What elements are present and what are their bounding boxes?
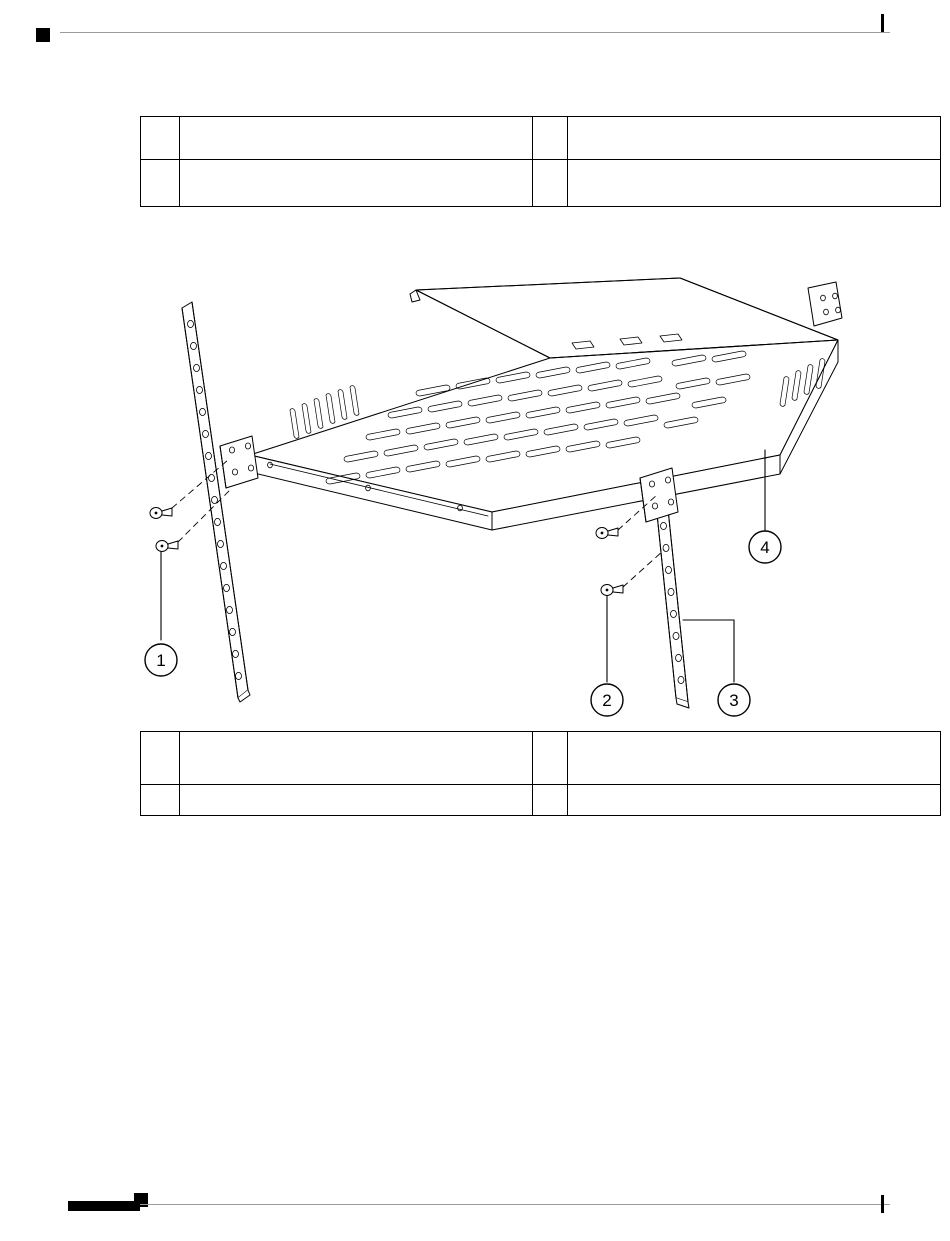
callout-description-cell-2 bbox=[568, 160, 941, 207]
callout-number-text bbox=[147, 789, 173, 802]
callout-number-cell bbox=[141, 732, 180, 785]
callout-description-text-2 bbox=[574, 789, 934, 802]
table-row bbox=[141, 117, 941, 160]
page-footer bbox=[0, 1185, 950, 1225]
table-row bbox=[141, 732, 941, 785]
screw-2a bbox=[596, 528, 618, 539]
screw-1b bbox=[156, 541, 178, 552]
callout-description-text-2 bbox=[574, 121, 934, 134]
screw-2b bbox=[601, 585, 623, 596]
callout-bubble-2 bbox=[591, 684, 623, 716]
callout-number-cell bbox=[141, 117, 180, 160]
callout-label-4: 4 bbox=[760, 538, 770, 557]
callout-description-cell bbox=[180, 117, 533, 160]
callout-table-top bbox=[140, 116, 941, 207]
callout-bubble-1 bbox=[145, 644, 177, 676]
footer-divider bbox=[140, 1204, 890, 1205]
rack-shelf-installation-figure bbox=[120, 250, 860, 720]
header-edge-tick-icon bbox=[881, 14, 884, 32]
callout-description-text-2 bbox=[574, 736, 934, 749]
footer-edge-tick-icon bbox=[881, 1195, 884, 1213]
callout-number-cell bbox=[141, 785, 180, 816]
callout-description-cell bbox=[180, 785, 533, 816]
table-row bbox=[141, 785, 941, 816]
callout-description-cell bbox=[180, 732, 533, 785]
callout-description-text bbox=[186, 121, 526, 134]
callout-number-cell-2 bbox=[533, 785, 568, 816]
callout-description-cell-2 bbox=[568, 117, 941, 160]
callout-number-cell-2 bbox=[533, 732, 568, 785]
screw-1a bbox=[150, 508, 172, 519]
callout-number-cell-2 bbox=[533, 117, 568, 160]
footer-black-bar bbox=[68, 1201, 140, 1211]
callout-description-text bbox=[186, 164, 526, 177]
callout-label-3: 3 bbox=[729, 691, 739, 710]
header-square-marker-icon bbox=[36, 28, 50, 42]
rack-shelf-tray bbox=[220, 278, 842, 530]
callout-number-text-2 bbox=[539, 736, 561, 749]
page-header bbox=[0, 0, 950, 50]
callout-number-text bbox=[147, 736, 173, 749]
left-rack-post bbox=[182, 302, 250, 702]
callout-description-cell-2 bbox=[568, 785, 941, 816]
callout-description-text-2 bbox=[574, 164, 934, 177]
callout-label-2: 2 bbox=[602, 691, 612, 710]
callout-bubble-4 bbox=[749, 531, 781, 563]
callout-label-1: 1 bbox=[156, 651, 166, 670]
callout-number-text-2 bbox=[539, 121, 561, 134]
callout-description-text bbox=[186, 736, 526, 749]
callout-table-bottom bbox=[140, 731, 941, 816]
callout-number-text-2 bbox=[539, 164, 561, 177]
callout-number-text-2 bbox=[539, 789, 561, 802]
callout-number-text bbox=[147, 164, 173, 177]
callout-description-text bbox=[186, 789, 526, 802]
callout-bubble-3 bbox=[718, 684, 750, 716]
callout-description-cell bbox=[180, 160, 533, 207]
table-row bbox=[141, 160, 941, 207]
header-divider bbox=[60, 32, 890, 33]
callout-number-text bbox=[147, 121, 173, 134]
callout-number-cell bbox=[141, 160, 180, 207]
callout-number-cell-2 bbox=[533, 160, 568, 207]
callout-description-cell-2 bbox=[568, 732, 941, 785]
